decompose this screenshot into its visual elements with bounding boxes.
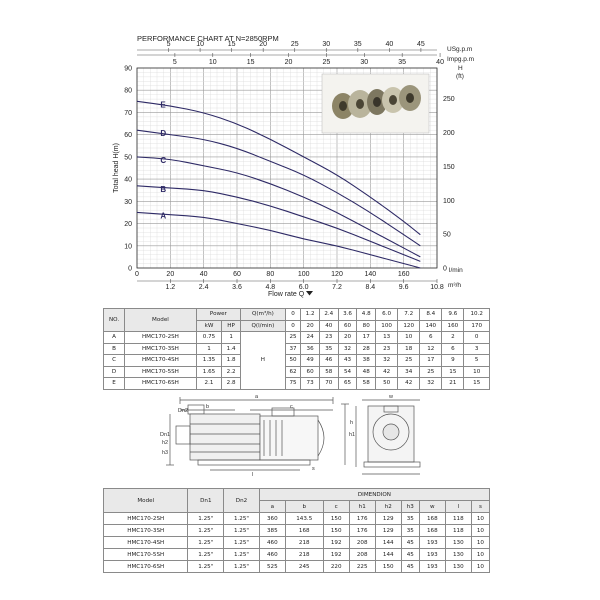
head-cell: 50: [376, 378, 398, 390]
dim-dn1: 1.25": [188, 549, 224, 561]
row-no: E: [104, 378, 125, 390]
dim-col-header: h1: [349, 501, 375, 513]
head-cell: 38: [357, 355, 376, 367]
dim-col-header: h3: [401, 501, 419, 513]
dim-cell: 35: [401, 513, 419, 525]
imp-tick-label: 35: [398, 59, 407, 66]
dim-cell: 118: [445, 513, 471, 525]
m3h-tick-label: 6.0: [298, 284, 309, 291]
head-cell: 17: [420, 355, 442, 367]
row-no: A: [104, 332, 125, 344]
usg-tick-label: 15: [227, 41, 236, 48]
dim-cell: 168: [419, 513, 445, 525]
dim-model: HMC170-6SH: [104, 561, 188, 573]
lmin-tick-label: 100: [297, 271, 310, 278]
dim-cell: 35: [401, 525, 419, 537]
row-no: C: [104, 355, 125, 367]
dim-dn2: 1.25": [224, 561, 260, 573]
dim-dn2: 1.25": [224, 537, 260, 549]
lmin-tick-label: 160: [397, 271, 410, 278]
imp-tick-label: 15: [246, 59, 255, 66]
perf-header-q-m3h: Q(m³/h): [240, 309, 285, 321]
dim-cell: 45: [401, 561, 419, 573]
m3h-tick-label: 4.8: [265, 284, 276, 291]
dim-cell: 218: [285, 537, 323, 549]
dim-cell: 130: [445, 561, 471, 573]
q-lmin-cell: 170: [464, 320, 490, 332]
dim-label-dn2: Dn2: [178, 408, 189, 414]
q-lmin-cell: 140: [420, 320, 442, 332]
imp-tick-label: 20: [284, 59, 293, 66]
row-hp: 1: [222, 332, 241, 344]
dim-header-dimension: DIMENDION: [259, 489, 489, 501]
dim-model: HMC170-3SH: [104, 525, 188, 537]
head-cell: 36: [301, 343, 320, 355]
dim-cell: 150: [375, 561, 401, 573]
q-lmin-cell: 120: [398, 320, 420, 332]
head-cell: 75: [285, 378, 300, 390]
dim-model: HMC170-5SH: [104, 549, 188, 561]
usg-tick-label: 35: [353, 41, 362, 48]
y-tick-label: 80: [124, 87, 132, 95]
perf-header-no: NO.: [104, 309, 125, 332]
y2-unit-ft: (ft): [456, 73, 464, 80]
dim-cell: 10: [471, 561, 489, 573]
q-lmin-cell: 20: [301, 320, 320, 332]
dim-label-b: b: [206, 404, 210, 410]
head-label: H: [240, 332, 285, 390]
dim-cell: 150: [323, 525, 349, 537]
row-model: HMC170-5SH: [125, 366, 197, 378]
head-cell: 28: [357, 343, 376, 355]
row-kw: 0.75: [196, 332, 221, 344]
head-cell: 23: [376, 343, 398, 355]
curve-label-a: A: [160, 211, 167, 221]
head-cell: 10: [398, 332, 420, 344]
head-cell: 32: [420, 378, 442, 390]
dim-header-dn1: Dn1: [188, 489, 224, 513]
curve-label-b: B: [160, 184, 167, 194]
head-cell: 35: [319, 343, 338, 355]
q-lmin-cell: 0: [285, 320, 300, 332]
row-model: HMC170-2SH: [125, 332, 197, 344]
lmin-tick-label: 20: [166, 271, 175, 278]
usg-tick-label: 20: [259, 41, 268, 48]
lmin-tick-label: 140: [364, 271, 377, 278]
pump-dimension-drawings: [140, 392, 460, 478]
y-tick-label: 50: [124, 154, 132, 162]
head-cell: 21: [442, 378, 464, 390]
head-cell: 24: [301, 332, 320, 344]
head-cell: 73: [301, 378, 320, 390]
row-hp: 1.8: [222, 355, 241, 367]
table-row: [104, 549, 490, 561]
q-m3h-cell: 2.4: [319, 309, 338, 321]
head-cell: 20: [338, 332, 357, 344]
dim-cell: 245: [285, 561, 323, 573]
q-m3h-cell: 10.2: [464, 309, 490, 321]
dim-cell: 193: [419, 561, 445, 573]
dim-cell: 10: [471, 525, 489, 537]
head-cell: 15: [464, 378, 490, 390]
row-model: HMC170-6SH: [125, 378, 197, 390]
curve-label-d: D: [160, 129, 167, 139]
table-row: [104, 513, 490, 525]
curve-label-c: C: [160, 155, 167, 165]
m3h-tick-label: 3.6: [232, 284, 242, 291]
usg-tick-label: 25: [290, 41, 299, 48]
dim-cell: 192: [323, 537, 349, 549]
y2-unit-h: H: [458, 65, 463, 72]
imp-tick-label: 5: [172, 59, 177, 66]
head-cell: 42: [376, 366, 398, 378]
head-cell: 2: [442, 332, 464, 344]
pump-side-view: [166, 397, 349, 470]
dim-header-dn2: Dn2: [224, 489, 260, 513]
dim-cell: 460: [259, 537, 285, 549]
curve-a: [137, 212, 420, 268]
dim-cell: 144: [375, 537, 401, 549]
imp-tick-label: 40: [436, 59, 444, 66]
dim-cell: 220: [323, 561, 349, 573]
row-kw: 2.1: [196, 378, 221, 390]
lmin-tick-label: 0: [135, 271, 139, 278]
table-row: [104, 366, 490, 378]
m3h-tick-label: 8.4: [365, 284, 376, 291]
head-cell: 54: [338, 366, 357, 378]
head-cell: 32: [376, 355, 398, 367]
usg-tick-label: 30: [322, 41, 331, 48]
head-cell: 70: [319, 378, 338, 390]
q-lmin-cell: 80: [357, 320, 376, 332]
dim-label-a: a: [255, 394, 259, 400]
x-axis-title: Flow rate Q: [268, 291, 305, 298]
dim-col-header: s: [471, 501, 489, 513]
imp-tick-label: 10: [208, 59, 217, 66]
dim-dn2: 1.25": [224, 549, 260, 561]
y-tick-label: 30: [124, 198, 132, 206]
dim-label-dn1: Dn1: [160, 432, 171, 438]
dim-model: HMC170-2SH: [104, 513, 188, 525]
head-cell: 6: [420, 332, 442, 344]
perf-header-model: Model: [125, 309, 197, 332]
head-cell: 0: [464, 332, 490, 344]
y-tick-label: 0: [128, 265, 132, 273]
usg-tick-label: 40: [385, 41, 394, 48]
dim-col-header: a: [259, 501, 285, 513]
pump-front-view: [356, 400, 420, 474]
table-row: [104, 561, 490, 573]
y-tick-label: 20: [124, 221, 132, 229]
dim-cell: 225: [349, 561, 375, 573]
head-cell: 17: [357, 332, 376, 344]
q-m3h-cell: 9.6: [442, 309, 464, 321]
head-cell: 18: [398, 343, 420, 355]
dim-cell: 168: [419, 525, 445, 537]
dim-cell: 385: [259, 525, 285, 537]
ft-tick-label: 200: [443, 130, 455, 138]
q-lmin-cell: 60: [338, 320, 357, 332]
dim-cell: 218: [285, 549, 323, 561]
dim-label-h2: h2: [162, 440, 169, 446]
row-no: D: [104, 366, 125, 378]
row-hp: 1.4: [222, 343, 241, 355]
q-m3h-cell: 1.2: [301, 309, 320, 321]
y-tick-label: 10: [124, 243, 132, 251]
q-lmin-cell: 100: [376, 320, 398, 332]
y-tick-label: 40: [124, 176, 132, 184]
dim-label-h: h: [350, 420, 354, 426]
q-m3h-cell: 6.0: [376, 309, 398, 321]
row-hp: 2.8: [222, 378, 241, 390]
dim-cell: 176: [349, 525, 375, 537]
dim-cell: 192: [323, 549, 349, 561]
head-cell: 25: [398, 355, 420, 367]
head-cell: 65: [338, 378, 357, 390]
dim-model: HMC170-4SH: [104, 537, 188, 549]
m3h-tick-label: 10.8: [430, 284, 444, 291]
dim-col-header: b: [285, 501, 323, 513]
head-cell: 13: [376, 332, 398, 344]
head-cell: 10: [464, 366, 490, 378]
lmin-tick-label: 40: [199, 271, 208, 278]
curve-label-e: E: [160, 100, 166, 110]
dim-label-h1: h1: [349, 432, 356, 438]
ft-tick-label: 100: [443, 197, 455, 205]
chart-title: PERFORMANCE CHART AT N=2850RPM: [137, 34, 279, 43]
dim-dn1: 1.25": [188, 561, 224, 573]
m3h-tick-label: 7.2: [332, 284, 342, 291]
lmin-tick-label: 60: [233, 271, 241, 278]
performance-table: [103, 308, 490, 390]
dim-cell: 10: [471, 549, 489, 561]
table-row: [104, 343, 490, 355]
ft-tick-label: 150: [443, 163, 455, 171]
dim-dn1: 1.25": [188, 537, 224, 549]
y-tick-label: 60: [124, 132, 132, 140]
dim-cell: 130: [445, 549, 471, 561]
q-m3h-cell: 0: [285, 309, 300, 321]
head-cell: 49: [301, 355, 320, 367]
dim-dn1: 1.25": [188, 525, 224, 537]
dim-cell: 193: [419, 537, 445, 549]
table-row: [104, 355, 490, 367]
head-cell: 23: [319, 332, 338, 344]
head-cell: 32: [338, 343, 357, 355]
dim-cell: 10: [471, 537, 489, 549]
dim-cell: 208: [349, 537, 375, 549]
head-cell: 46: [319, 355, 338, 367]
curve-c: [137, 157, 420, 257]
table-row: [104, 332, 490, 344]
dim-cell: 130: [445, 537, 471, 549]
x-axis-arrow-icon: [306, 291, 313, 296]
usg-tick-label: 5: [166, 41, 171, 48]
q-m3h-cell: 4.8: [357, 309, 376, 321]
head-cell: 5: [464, 355, 490, 367]
dim-label-w: w: [389, 394, 393, 400]
ft-tick-label: 0: [443, 265, 447, 273]
perf-header-power: Power: [196, 309, 240, 321]
dim-dn2: 1.25": [224, 525, 260, 537]
dim-cell: 118: [445, 525, 471, 537]
row-kw: 1.65: [196, 366, 221, 378]
m3h-tick-label: 1.2: [165, 284, 176, 291]
m3h-unit: m³/h: [448, 282, 461, 289]
dim-cell: 143.5: [285, 513, 323, 525]
dim-col-header: l: [445, 501, 471, 513]
head-cell: 58: [357, 378, 376, 390]
head-cell: 42: [398, 378, 420, 390]
usg-unit: USg.p.m: [447, 46, 473, 53]
dimension-table: [103, 488, 490, 573]
y-tick-label: 90: [124, 65, 132, 73]
dim-cell: 360: [259, 513, 285, 525]
head-cell: 34: [398, 366, 420, 378]
row-kw: 1.35: [196, 355, 221, 367]
dim-cell: 45: [401, 537, 419, 549]
m3h-tick-label: 9.6: [398, 284, 409, 291]
dim-cell: 129: [375, 513, 401, 525]
dim-col-header: h2: [375, 501, 401, 513]
imp-tick-label: 30: [360, 59, 369, 66]
row-model: HMC170-3SH: [125, 343, 197, 355]
row-model: HMC170-4SH: [125, 355, 197, 367]
head-cell: 50: [285, 355, 300, 367]
head-cell: 9: [442, 355, 464, 367]
table-row: [104, 537, 490, 549]
dim-cell: 144: [375, 549, 401, 561]
dim-cell: 208: [349, 549, 375, 561]
perf-header-kw: kW: [196, 320, 221, 332]
dim-label-h3: h3: [162, 450, 169, 456]
usg-tick-label: 45: [417, 41, 425, 48]
head-cell: 12: [420, 343, 442, 355]
dim-cell: 150: [323, 513, 349, 525]
head-cell: 62: [285, 366, 300, 378]
ft-tick-label: 250: [443, 96, 455, 104]
dim-cell: 45: [401, 549, 419, 561]
q-lmin-cell: 40: [319, 320, 338, 332]
dim-cell: 193: [419, 549, 445, 561]
dim-cell: 129: [375, 525, 401, 537]
lmin-tick-label: 120: [331, 271, 343, 278]
q-m3h-cell: 7.2: [398, 309, 420, 321]
table-row: [104, 378, 490, 390]
y-tick-label: 70: [124, 109, 132, 117]
dim-label-c: c: [290, 404, 293, 410]
q-m3h-cell: 8.4: [420, 309, 442, 321]
dim-dn1: 1.25": [188, 513, 224, 525]
row-hp: 2.2: [222, 366, 241, 378]
head-cell: 6: [442, 343, 464, 355]
head-cell: 15: [442, 366, 464, 378]
head-cell: 25: [420, 366, 442, 378]
q-lmin-cell: 160: [442, 320, 464, 332]
usg-tick-label: 10: [196, 41, 204, 48]
head-cell: 43: [338, 355, 357, 367]
head-cell: 3: [464, 343, 490, 355]
perf-header-hp: HP: [222, 320, 241, 332]
y-axis-title: Total head H(m): [113, 143, 120, 193]
imp-tick-label: 25: [322, 59, 331, 66]
dim-cell: 176: [349, 513, 375, 525]
dim-cell: 168: [285, 525, 323, 537]
lmin-tick-label: 80: [266, 271, 275, 278]
perf-header-q-lmin: Q(l/min): [240, 320, 285, 332]
row-no: B: [104, 343, 125, 355]
row-kw: 1: [196, 343, 221, 355]
imp-unit: Impg.p.m: [447, 56, 475, 63]
head-cell: 60: [301, 366, 320, 378]
impeller-photo: [322, 74, 429, 133]
dim-col-header: w: [419, 501, 445, 513]
table-row: [104, 525, 490, 537]
m3h-tick-label: 2.4: [198, 284, 209, 291]
ft-tick-label: 50: [443, 231, 451, 239]
dim-label-l: l: [252, 472, 254, 478]
dim-cell: 10: [471, 513, 489, 525]
dim-label-s: s: [312, 466, 315, 472]
dim-cell: 525: [259, 561, 285, 573]
dim-dn2: 1.25": [224, 513, 260, 525]
head-cell: 58: [319, 366, 338, 378]
dim-header-model: Model: [104, 489, 188, 513]
q-m3h-cell: 3.6: [338, 309, 357, 321]
head-cell: 48: [357, 366, 376, 378]
dim-cell: 460: [259, 549, 285, 561]
dim-col-header: c: [323, 501, 349, 513]
head-cell: 37: [285, 343, 300, 355]
lmin-unit: l/min: [449, 267, 463, 274]
head-cell: 25: [285, 332, 300, 344]
